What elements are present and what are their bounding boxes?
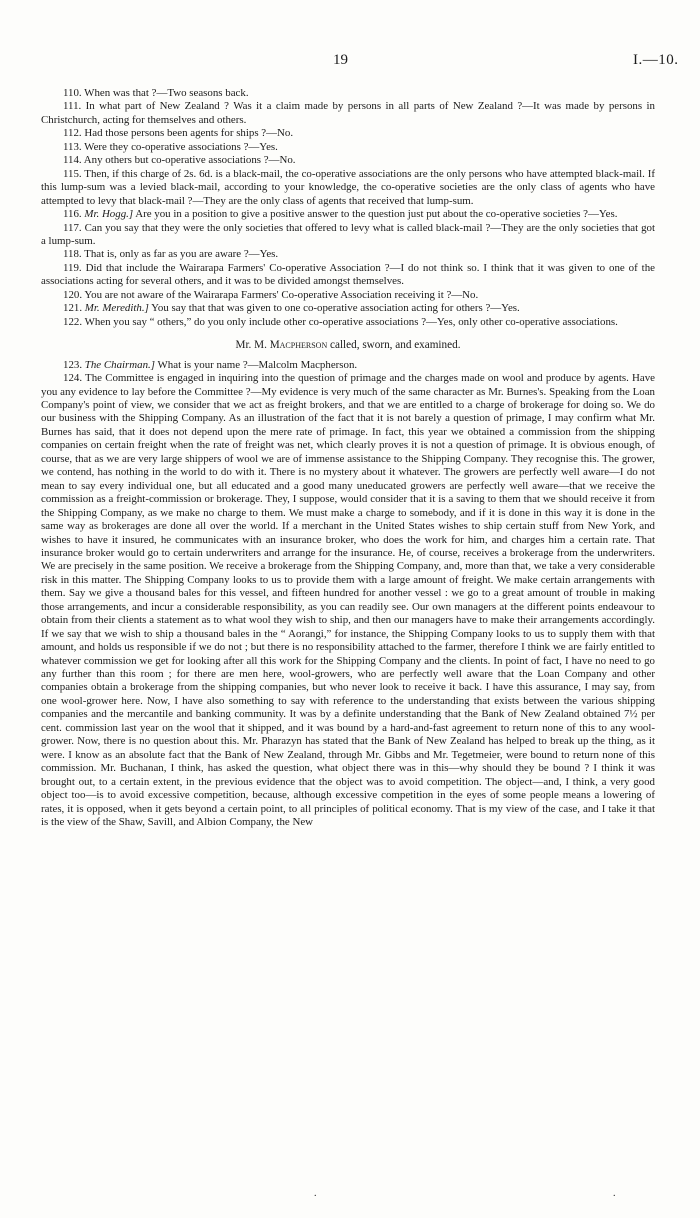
paragraph-120: 120. You are not aware of the Wairarapa Farmers' Co-operative Association receiving it ?—No. <box>63 288 479 301</box>
paragraph-121 <box>41 302 655 315</box>
question-text: What is your name ?—Malcolm Macpherson. <box>157 358 358 371</box>
paragraph-119: 119. Did that include the Wairarapa Farmers' Co-operative Association ?—I do not think so. I think that it was given to one of the associations acting for several others, and it was to be divided amongst themselves. <box>41 261 655 288</box>
evidence-text <box>41 87 655 829</box>
document-reference: I.—10. <box>633 52 679 68</box>
paragraph-114: 114. Any others but co-operative associations ?—No. <box>63 154 296 167</box>
speaker-label: The Chairman.] <box>84 358 155 371</box>
paragraph-115: 115. Then, if this charge of 2s. 6d. is a black-mail, the co-operative associations are the only persons who have attempted black-mail. If this lump-sum was a levied black-mail, according to your knowledge, the co-operative societies are the only class of agents who have attempted to levy that black-mail ?—They are the only class of agents that received that lump-sum. <box>41 167 655 207</box>
paragraph-112: 112. Had those persons been agents for ships ?—No. <box>63 127 294 140</box>
question-number: 121. <box>63 302 83 315</box>
speaker-label: Mr. Meredith.] <box>84 302 149 315</box>
witness-name: Macpherson <box>269 339 328 352</box>
paragraph-122: 122. When you say “ others,” do you only include other co-operative associations ?—Yes, only other co-operative associations. <box>63 315 618 328</box>
footer-mark: . <box>613 1188 616 1199</box>
paragraph-124: 124. The Committee is engaged in inquiring into the question of primage and the charges made on wool and produce by agents. Have you any evidence to lay before the Committee ?—My evidence is very much of the same character as Mr. Burnes's. Speaking from the Loan Company's point of view, we consider that we act as freight brokers, and that we are entitled to a charge of brokerage for doing so. We do our business with the Shipping Company. As an illustration of the fact that it is not barely a question of primage, I may confirm what Mr. Burnes has said, that it does not depend upon the mere rate of primage. In fact, this year we obtained a commission from the shipping companies on certain freight when the rate of freight was net, which clearly proves it is not a question of primage. It is obvious enough, of course, that as we are very large shippers of wool we are of immense assistance to the Shipping Company. They recognise this. The grower, we contend, has nothing in the world to do with it. There is no mystery about it whatever. The growers are perfectly well aware—I do not mean to say every individual one, but all educated and a good many uneducated growers are perfectly well aware—that we receive the commission as a freight-commission or brokerage. They, I suppose, would consider that it is a saving to them that we should receive it from the Shipping Company, as we make no charge to them. We must make a charge to somebody, and if it is done in this way it is done in the same way as brokerages are done all over the world. If a merchant in the United States wishes to ship certain stuff from New York, and wishes to have it insured, he communicates with an insurance broker, who does the work for him, and charges him a certain rate. That insurance broker would go to certain underwriters and arrange for the insurance. He, of course, receives a brokerage from the underwriters. We are precisely in the same position. We receive a brokerage from the Shipping Company, and, more than that, we take a very considerable risk in this matter. The Shipping Company looks to us to provide them with a large amount of freight. We make certain arrangements with them. Say we give a thousand bales for this vessel, and fifteen hundred for another vessel : we go to a great amount of trouble in making those arrangements, and incur a considerable responsibility, as you can readily see. Our own managers at the different points endeavour to obtain from their clients a statement as to what wool they wish to ship, and then our managers have to make their arrangements accordingly. If we say that we wish to ship a thousand bales in the “ Aorangi,” for instance, the Shipping Company looks to us to supply them with that amount, and holds us responsible if we do not ; but there is no responsibility attached to the farmer, therefore I think we are fairly entitled to whatever commission we get for looking after all this work for the Shipping Company and the clients. In point of fact, I have no need to go any further than this room ; for there are men here, wool-growers, who are perfectly well aware that the Loan Company and other companies obtain a brokerage from the shipping companies, but who never look to receive it back. I have this assurance, I may say, from one wool-grower here. Now, I have also something to say with reference to the understanding that exists between the various shipping companies and the mercantile and banking community. It was by a definite understanding that the Bank of New Zealand obtained 7½ per cent. commission last year on the wool that it shipped, and it was bound by a hard-and-fast agreement to return none of this to any wool-grower. Now, there is no question about this. Mr. Pharazyn has stated that the Bank of New Zealand has helped to break up the thing, as it were. I know as an absolute fact that the Bank of New Zealand, through Mr. Gibbs and Mr. Tegetmeier, were bound to return none of this commission. Mr. Buchanan, I think, has asked the question, what object there was in this—why should they be bound ? I think it was brought out, to a certain extent, in the previous evidence that the object was to avoid competition. The object—and, I think, a very good object too—is to avoid excessive competition, because, although excessive competition in the eyes of some people means a lowering of rates, it is opposed, when it gets beyond a certain point, to all principles of political economy. That is my view of the case, and I take it that is the view of the Shaw, Savill, and Albion Company, the New <box>41 372 655 829</box>
question-number: 123. <box>63 358 83 371</box>
paragraph-111: 111. In what part of New Zealand ? Was it a claim made by persons in all parts of New Zealand ?—It was made by persons in Christchurch, acting for themselves and others. <box>41 100 655 126</box>
paragraph-113: 113. Were they co-operative associations ?—Yes. <box>63 140 278 153</box>
witness-title: Mr. M. <box>235 339 267 352</box>
paragraph-118: 118. That is, only as far as you are aware ?—Yes. <box>63 248 279 261</box>
question-number: 116. <box>63 208 82 221</box>
page-number: 19 <box>333 52 348 68</box>
footer-mark: . <box>314 1188 317 1199</box>
question-text: Are you in a position to give a positive answer to the question just put about the co-operative societies ?—Yes. <box>135 208 618 221</box>
question-text: You say that that was given to one co-operative association acting for others ?—Yes. <box>151 302 520 315</box>
paragraph-117: 117. Can you say that they were the only societies that offered to levy what is called black-mail ?—They are the only societies that got a lump-sum. <box>41 221 655 247</box>
paragraph-110: 110. When was that ?—Two seasons back. <box>63 87 249 99</box>
paragraph-116 <box>41 208 655 221</box>
witness-heading <box>41 339 655 352</box>
paragraph-123 <box>41 359 655 372</box>
speaker-label: Mr. Hogg.] <box>84 208 134 221</box>
witness-status: called, sworn, and examined. <box>330 339 461 352</box>
